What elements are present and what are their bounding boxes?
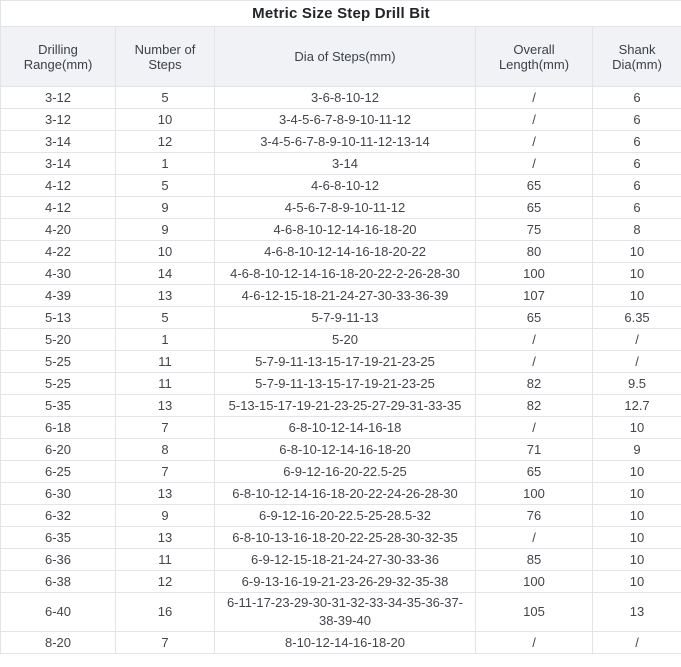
- cell-drilling-range: 3-12: [1, 87, 116, 109]
- column-header-overall-length: Overall Length(mm): [476, 27, 593, 87]
- cell-overall-length: /: [476, 527, 593, 549]
- cell-dia-of-steps: 5-7-9-11-13-15-17-19-21-23-25: [215, 351, 476, 373]
- cell-drilling-range: 4-30: [1, 263, 116, 285]
- table-row: [1, 219, 681, 241]
- cell-shank-dia: 6: [593, 131, 681, 153]
- cell-drilling-range: 6-30: [1, 483, 116, 505]
- cell-overall-length: 65: [476, 461, 593, 483]
- cell-drilling-range: 3-14: [1, 131, 116, 153]
- cell-overall-length: 82: [476, 395, 593, 417]
- cell-number-of-steps: 7: [116, 417, 215, 439]
- table-row: [1, 549, 681, 571]
- cell-dia-of-steps: 5-13-15-17-19-21-23-25-27-29-31-33-35: [215, 395, 476, 417]
- cell-shank-dia: 10: [593, 285, 681, 307]
- cell-dia-of-steps: 8-10-12-14-16-18-20: [215, 632, 476, 654]
- column-header-dia-of-steps: Dia of Steps(mm): [215, 27, 476, 87]
- cell-overall-length: /: [476, 131, 593, 153]
- cell-drilling-range: 6-32: [1, 505, 116, 527]
- table-row: [1, 571, 681, 593]
- cell-dia-of-steps: 6-8-10-13-16-18-20-22-25-28-30-32-35: [215, 527, 476, 549]
- cell-dia-of-steps: 6-9-12-15-18-21-24-27-30-33-36: [215, 549, 476, 571]
- cell-overall-length: 65: [476, 175, 593, 197]
- cell-overall-length: 82: [476, 373, 593, 395]
- cell-number-of-steps: 9: [116, 505, 215, 527]
- cell-drilling-range: 6-25: [1, 461, 116, 483]
- table-row: [1, 263, 681, 285]
- cell-dia-of-steps: 4-6-8-10-12-14-16-18-20-22-2-26-28-30: [215, 263, 476, 285]
- table-row: [1, 351, 681, 373]
- cell-number-of-steps: 13: [116, 395, 215, 417]
- table-row: [1, 593, 681, 632]
- cell-shank-dia: 6: [593, 109, 681, 131]
- cell-drilling-range: 5-13: [1, 307, 116, 329]
- cell-overall-length: 85: [476, 549, 593, 571]
- cell-number-of-steps: 10: [116, 241, 215, 263]
- cell-shank-dia: /: [593, 329, 681, 351]
- cell-drilling-range: 6-40: [1, 593, 116, 632]
- cell-number-of-steps: 16: [116, 593, 215, 632]
- cell-shank-dia: 6: [593, 197, 681, 219]
- table-row: [1, 197, 681, 219]
- table-row: [1, 131, 681, 153]
- cell-overall-length: 80: [476, 241, 593, 263]
- cell-dia-of-steps: 3-14: [215, 153, 476, 175]
- cell-number-of-steps: 8: [116, 439, 215, 461]
- cell-number-of-steps: 9: [116, 197, 215, 219]
- table-row: [1, 373, 681, 395]
- cell-shank-dia: 6: [593, 153, 681, 175]
- cell-drilling-range: 3-14: [1, 153, 116, 175]
- cell-dia-of-steps: 4-6-12-15-18-21-24-27-30-33-36-39: [215, 285, 476, 307]
- table-row: [1, 632, 681, 654]
- cell-shank-dia: 10: [593, 527, 681, 549]
- cell-drilling-range: 5-25: [1, 373, 116, 395]
- table-row: [1, 241, 681, 263]
- cell-shank-dia: 6: [593, 87, 681, 109]
- cell-overall-length: /: [476, 351, 593, 373]
- cell-drilling-range: 6-18: [1, 417, 116, 439]
- cell-overall-length: 75: [476, 219, 593, 241]
- cell-dia-of-steps: 3-4-5-6-7-8-9-10-11-12: [215, 109, 476, 131]
- cell-number-of-steps: 11: [116, 351, 215, 373]
- cell-number-of-steps: 10: [116, 109, 215, 131]
- table-row: [1, 505, 681, 527]
- cell-number-of-steps: 5: [116, 87, 215, 109]
- cell-dia-of-steps: 6-8-10-12-14-16-18-20-22-24-26-28-30: [215, 483, 476, 505]
- cell-overall-length: 76: [476, 505, 593, 527]
- cell-drilling-range: 4-12: [1, 175, 116, 197]
- cell-dia-of-steps: 4-6-8-10-12-14-16-18-20-22: [215, 241, 476, 263]
- cell-drilling-range: 6-36: [1, 549, 116, 571]
- cell-dia-of-steps: 6-9-12-16-20-22.5-25-28.5-32: [215, 505, 476, 527]
- cell-number-of-steps: 1: [116, 153, 215, 175]
- cell-shank-dia: 13: [593, 593, 681, 632]
- cell-number-of-steps: 12: [116, 571, 215, 593]
- cell-number-of-steps: 13: [116, 527, 215, 549]
- cell-dia-of-steps: 4-6-8-10-12-14-16-18-20: [215, 219, 476, 241]
- table-row: [1, 329, 681, 351]
- table-title: Metric Size Step Drill Bit: [1, 1, 681, 27]
- cell-drilling-range: 4-12: [1, 197, 116, 219]
- cell-number-of-steps: 13: [116, 285, 215, 307]
- cell-number-of-steps: 9: [116, 219, 215, 241]
- table-row: [1, 285, 681, 307]
- cell-number-of-steps: 5: [116, 307, 215, 329]
- table-row: [1, 87, 681, 109]
- cell-drilling-range: 5-25: [1, 351, 116, 373]
- cell-overall-length: /: [476, 329, 593, 351]
- cell-drilling-range: 4-20: [1, 219, 116, 241]
- column-header-drilling-range: Drilling Range(mm): [1, 27, 116, 87]
- cell-number-of-steps: 1: [116, 329, 215, 351]
- table-row: [1, 527, 681, 549]
- table-head: [1, 1, 681, 87]
- cell-dia-of-steps: 6-9-12-16-20-22.5-25: [215, 461, 476, 483]
- cell-dia-of-steps: 4-6-8-10-12: [215, 175, 476, 197]
- cell-drilling-range: 4-22: [1, 241, 116, 263]
- cell-shank-dia: 10: [593, 417, 681, 439]
- cell-shank-dia: 6: [593, 175, 681, 197]
- cell-overall-length: 65: [476, 307, 593, 329]
- cell-dia-of-steps: 6-9-13-16-19-21-23-26-29-32-35-38: [215, 571, 476, 593]
- cell-dia-of-steps: 6-8-10-12-14-16-18: [215, 417, 476, 439]
- column-header-number-of-steps: Number of Steps: [116, 27, 215, 87]
- cell-shank-dia: 10: [593, 505, 681, 527]
- cell-overall-length: 100: [476, 571, 593, 593]
- table-row: [1, 461, 681, 483]
- cell-drilling-range: 8-20: [1, 632, 116, 654]
- cell-dia-of-steps: 6-11-17-23-29-30-31-32-33-34-35-36-37-38-39-40: [215, 593, 476, 632]
- cell-number-of-steps: 7: [116, 461, 215, 483]
- cell-number-of-steps: 11: [116, 373, 215, 395]
- cell-dia-of-steps: 4-5-6-7-8-9-10-11-12: [215, 197, 476, 219]
- cell-overall-length: 100: [476, 263, 593, 285]
- table-row: [1, 483, 681, 505]
- cell-number-of-steps: 13: [116, 483, 215, 505]
- cell-drilling-range: 6-38: [1, 571, 116, 593]
- cell-shank-dia: 6.35: [593, 307, 681, 329]
- cell-overall-length: /: [476, 87, 593, 109]
- cell-overall-length: /: [476, 153, 593, 175]
- cell-dia-of-steps: 5-7-9-11-13-15-17-19-21-23-25: [215, 373, 476, 395]
- cell-shank-dia: 10: [593, 549, 681, 571]
- cell-number-of-steps: 14: [116, 263, 215, 285]
- cell-drilling-range: 6-20: [1, 439, 116, 461]
- cell-shank-dia: 10: [593, 571, 681, 593]
- table-row: [1, 307, 681, 329]
- table-row: [1, 439, 681, 461]
- cell-number-of-steps: 5: [116, 175, 215, 197]
- cell-shank-dia: 9: [593, 439, 681, 461]
- table-body: [1, 87, 681, 654]
- cell-overall-length: 105: [476, 593, 593, 632]
- cell-drilling-range: 5-20: [1, 329, 116, 351]
- cell-drilling-range: 5-35: [1, 395, 116, 417]
- cell-dia-of-steps: 5-7-9-11-13: [215, 307, 476, 329]
- cell-shank-dia: 10: [593, 263, 681, 285]
- cell-shank-dia: 10: [593, 241, 681, 263]
- cell-drilling-range: 6-35: [1, 527, 116, 549]
- cell-shank-dia: 10: [593, 461, 681, 483]
- column-header-shank-dia: Shank Dia(mm): [593, 27, 681, 87]
- cell-number-of-steps: 7: [116, 632, 215, 654]
- cell-drilling-range: 3-12: [1, 109, 116, 131]
- cell-overall-length: 100: [476, 483, 593, 505]
- cell-number-of-steps: 12: [116, 131, 215, 153]
- cell-shank-dia: /: [593, 632, 681, 654]
- cell-overall-length: /: [476, 632, 593, 654]
- cell-overall-length: 71: [476, 439, 593, 461]
- cell-dia-of-steps: 3-6-8-10-12: [215, 87, 476, 109]
- table-row: [1, 109, 681, 131]
- cell-dia-of-steps: 5-20: [215, 329, 476, 351]
- table-title-row: [1, 1, 681, 27]
- cell-dia-of-steps: 6-8-10-12-14-16-18-20: [215, 439, 476, 461]
- cell-shank-dia: /: [593, 351, 681, 373]
- cell-drilling-range: 4-39: [1, 285, 116, 307]
- cell-overall-length: 107: [476, 285, 593, 307]
- table-row: [1, 175, 681, 197]
- cell-shank-dia: 8: [593, 219, 681, 241]
- cell-shank-dia: 10: [593, 483, 681, 505]
- cell-overall-length: /: [476, 417, 593, 439]
- table-row: [1, 417, 681, 439]
- cell-shank-dia: 9.5: [593, 373, 681, 395]
- cell-dia-of-steps: 3-4-5-6-7-8-9-10-11-12-13-14: [215, 131, 476, 153]
- cell-shank-dia: 12.7: [593, 395, 681, 417]
- table-row: [1, 395, 681, 417]
- cell-number-of-steps: 11: [116, 549, 215, 571]
- table-header-row: [1, 27, 681, 87]
- cell-overall-length: /: [476, 109, 593, 131]
- table-row: [1, 153, 681, 175]
- cell-overall-length: 65: [476, 197, 593, 219]
